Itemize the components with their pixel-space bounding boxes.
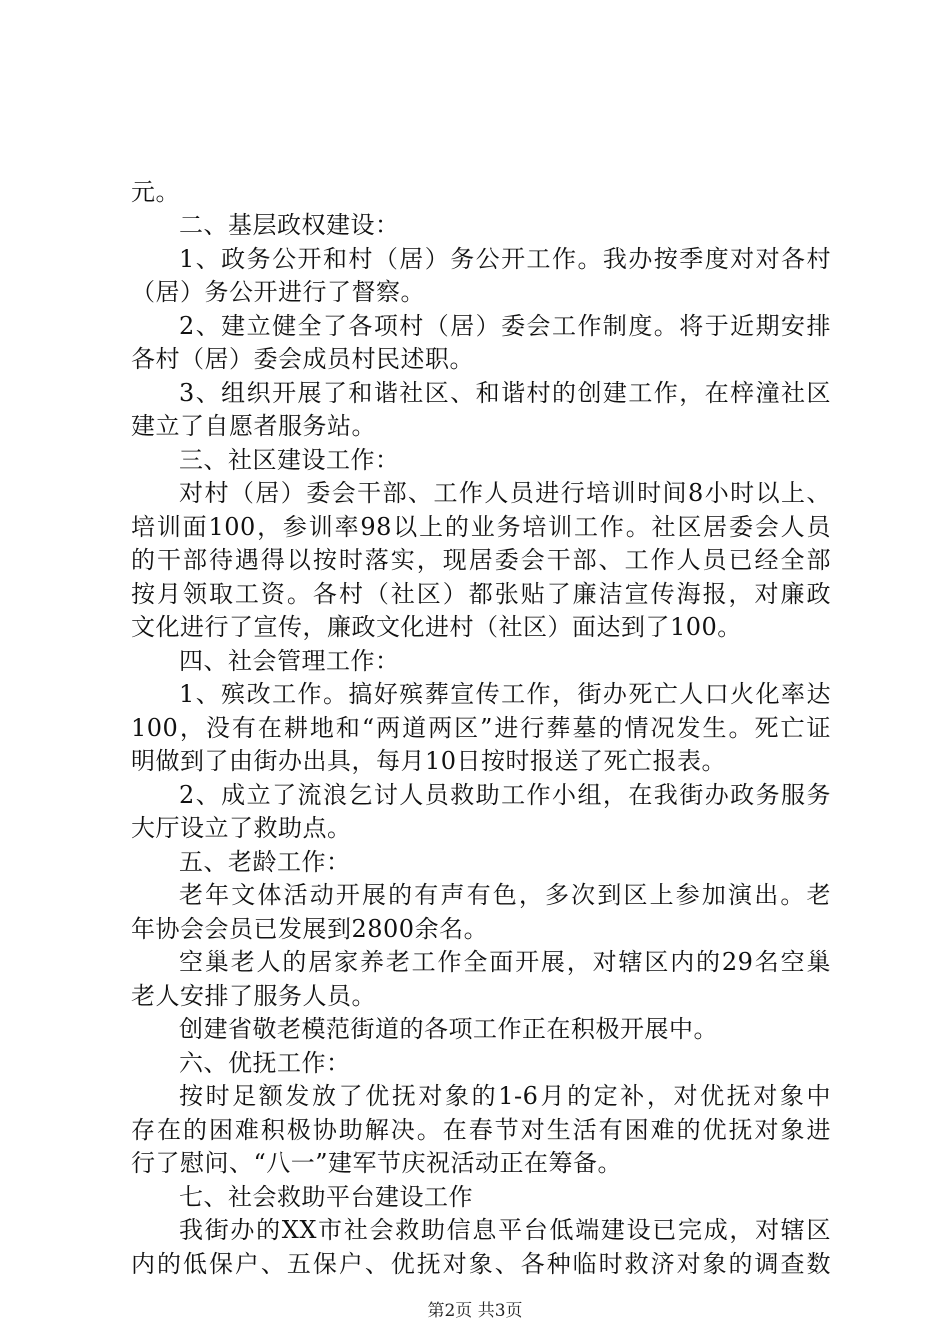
text-line: （居）务公开进行了督察。 <box>131 278 425 306</box>
text-line: 建立了自愿者服务站。 <box>131 412 376 440</box>
text-line: 元。 <box>131 178 180 206</box>
section-heading: 七、社会救助平台建设工作 <box>179 1183 473 1211</box>
text-line: 培训面100，参训率98以上的业务培训工作。社区居委会人员 <box>131 513 831 541</box>
text-line: 对村（居）委会干部、工作人员进行培训时间8小时以上、 <box>179 479 831 507</box>
text-line: 的干部待遇得以按时落实，现居委会干部、工作人员已经全部 <box>131 546 831 574</box>
text-line: 按月领取工资。各村（社区）都张贴了廉洁宣传海报，对廉政 <box>131 580 831 608</box>
section-heading: 四、社会管理工作： <box>179 647 400 675</box>
text-line: 老年文体活动开展的有声有色，多次到区上参加演出。老 <box>179 881 831 909</box>
text-line: 明做到了由街办出具，每月10日按时报送了死亡报表。 <box>131 747 727 775</box>
text-line: 年协会会员已发展到2800余名。 <box>131 915 489 943</box>
text-line: 各村（居）委会成员村民述职。 <box>131 345 474 373</box>
text-line: 创建省敬老模范街道的各项工作正在积极开展中。 <box>179 1015 718 1043</box>
text-line: 2、建立健全了各项村（居）委会工作制度。将于近期安排 <box>179 312 831 340</box>
text-line: 我街办的XX市社会救助信息平台低端建设已完成，对辖区 <box>179 1216 831 1244</box>
text-line: 按时足额发放了优抚对象的1-6月的定补，对优抚对象中 <box>179 1082 831 1110</box>
text-line: 3、组织开展了和谐社区、和谐村的创建工作，在梓潼社区 <box>179 379 831 407</box>
text-line: 内的低保户、五保户、优抚对象、各种临时救济对象的调查数 <box>131 1250 831 1278</box>
text-line: 1、政务公开和村（居）务公开工作。我办按季度对对各村 <box>179 245 831 273</box>
text-line: 大厅设立了救助点。 <box>131 814 352 842</box>
text-line: 空巢老人的居家养老工作全面开展，对辖区内的29名空巢 <box>179 948 831 976</box>
section-heading: 六、优抚工作： <box>179 1049 351 1077</box>
section-heading: 五、老龄工作： <box>179 848 351 876</box>
section-heading: 二、基层政权建设： <box>179 211 400 239</box>
text-line: 100，没有在耕地和“两道两区”进行葬墓的情况发生。死亡证 <box>131 714 831 742</box>
text-line: 1、殡改工作。搞好殡葬宣传工作，街办死亡人口火化率达 <box>179 680 831 708</box>
text-line: 2、成立了流浪乞讨人员救助工作小组，在我街办政务服务 <box>179 781 831 809</box>
text-line: 文化进行了宣传，廉政文化进村（社区）面达到了100。 <box>131 613 742 641</box>
page-footer: 第2页 共3页 <box>427 1301 523 1321</box>
section-heading: 三、社区建设工作： <box>179 446 400 474</box>
text-line: 行了慰问、“八一”建军节庆祝活动正在筹备。 <box>131 1149 623 1177</box>
text-line: 存在的困难积极协助解决。在春节对生活有困难的优抚对象进 <box>131 1116 831 1144</box>
text-line: 老人安排了服务人员。 <box>131 982 376 1010</box>
